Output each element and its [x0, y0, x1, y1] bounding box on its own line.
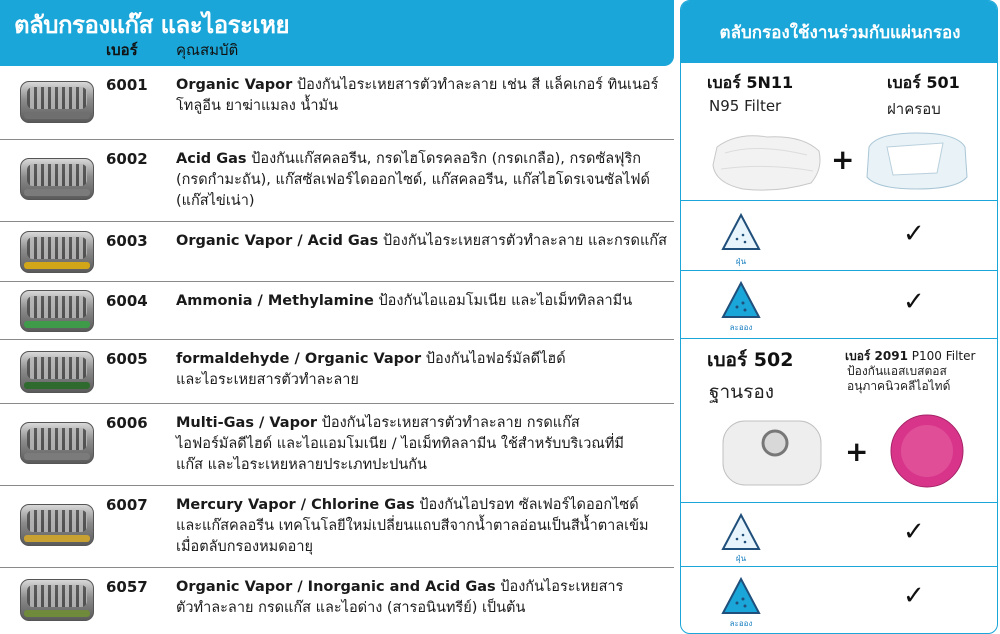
filter-base-502-image	[717, 411, 827, 495]
filter-compatibility-panel	[680, 0, 998, 634]
check-mark: ✓	[903, 219, 925, 249]
table-row	[0, 486, 674, 568]
cartridge-number: 6002	[106, 150, 148, 168]
table-row	[0, 140, 674, 222]
cartridge-description	[176, 577, 668, 619]
cartridge-name: Acid Gas	[176, 151, 247, 167]
cartridge-description	[176, 291, 668, 312]
cartridge-image	[20, 504, 94, 546]
table-row	[0, 568, 674, 632]
filter-5n11-sub: N95 Filter	[709, 97, 782, 115]
column-header-number: เบอร์	[106, 41, 138, 59]
desc-line: (กรดกำมะถัน), แก๊สซัลเฟอร์ไดออกไซด์, แก๊สคลอรีน, แก๊สไฮโดรเจนซัลไฟด์	[176, 172, 650, 188]
cartridge-description	[176, 413, 668, 476]
check-mark: ✓	[903, 581, 925, 611]
filter-5n11-label: เบอร์ 5N11	[707, 73, 794, 92]
n95-filter-pad-image	[707, 127, 827, 195]
filter-2091-label: เบอร์ 2091	[845, 349, 908, 363]
cartridge-name: Organic Vapor	[176, 77, 293, 93]
desc-line: ป้องกันไอระเหยสารตัวทำละลาย กรดแก๊ส	[317, 415, 580, 431]
p100-filter-2091-image	[887, 409, 967, 493]
desc-line: ตัวทำละลาย กรดแก๊ส และไอด่าง (สารอนินทรีย์) เป็นต้น	[176, 600, 526, 616]
desc-line: ป้องกันไอระเหยสารตัวทำละลาย และกรดแก๊ส	[378, 233, 667, 249]
dust-protection-row	[681, 503, 998, 567]
cartridge-description	[176, 149, 668, 212]
cartridge-image	[20, 158, 94, 200]
dust-hazard-icon	[721, 509, 761, 557]
cartridge-image	[20, 231, 94, 273]
filter-2091-suffix: P100 Filter	[907, 349, 976, 363]
desc-line: และไอระเหยสารตัวทำละลาย	[176, 372, 359, 388]
dust-protection-row	[681, 201, 998, 271]
filter-retainer-501-image	[857, 125, 977, 195]
cartridge-name: Organic Vapor / Inorganic and Acid Gas	[176, 579, 496, 595]
mist-label: ละออง	[729, 619, 753, 628]
cartridge-number: 6001	[106, 76, 148, 94]
cartridge-number: 6057	[106, 578, 148, 596]
cartridge-number: 6005	[106, 350, 148, 368]
check-mark: ✓	[903, 287, 925, 317]
filter-combo-502-2091	[681, 339, 998, 503]
cartridge-image	[20, 81, 94, 123]
dust-label: ฝุ่น	[735, 554, 747, 563]
column-header-property: คุณสมบัติ	[176, 41, 239, 59]
table-row	[0, 66, 674, 140]
cartridge-image	[20, 579, 94, 621]
cartridge-name: formaldehyde / Organic Vapor	[176, 351, 422, 367]
panel-header	[681, 1, 998, 63]
cartridge-description	[176, 75, 668, 117]
page-title: ตลับกรองแก๊ส และไอระเหย	[14, 11, 290, 39]
cartridge-name: Organic Vapor / Acid Gas	[176, 233, 379, 249]
desc-line: ป้องกันไอระเหยสารตัวทำละลาย เช่น สี แล็คเกอร์ ทินเนอร์	[292, 77, 659, 93]
dust-label: ฝุ่น	[735, 257, 747, 266]
cartridge-name: Ammonia / Methylamine	[176, 293, 374, 309]
mist-hazard-icon	[721, 573, 761, 621]
plus-sign: +	[845, 435, 869, 468]
desc-line: ป้องกันไอปรอท ซัลเฟอร์ไดออกไซด์	[414, 497, 639, 513]
desc-line: และแก๊สคลอรีน เทคโนโลยีใหม่เปลี่ยนแถบสีจากน้ำตาลอ่อนเป็นสีน้ำตาลเข้ม	[176, 518, 649, 534]
filter-502-sub: ฐานรอง	[709, 381, 775, 403]
desc-line: ไอฟอร์มัลดีไฮด์ และไอแอมโมเนีย / ไอเม็ททิลลามีน ใช้สำหรับบริเวณที่มี	[176, 436, 624, 452]
table-row	[0, 340, 674, 404]
cartridge-image	[20, 422, 94, 464]
mist-hazard-icon	[721, 277, 761, 325]
filter-2091-sub-2: อนุภาคนิวคลีไอไทด์	[847, 379, 951, 393]
filter-combo-5n11-501	[681, 63, 998, 201]
plus-sign: +	[831, 143, 855, 176]
cartridge-description	[176, 349, 668, 391]
desc-line: โทลูอีน ยาฆ่าแมลง น้ำมัน	[176, 98, 339, 114]
desc-line: เมื่อตลับกรองหมดอายุ	[176, 539, 313, 555]
cartridge-name: Multi-Gas / Vapor	[176, 415, 318, 431]
filter-502-label: เบอร์ 502	[707, 349, 794, 371]
desc-line: ป้องกันไอระเหยสาร	[495, 579, 624, 595]
filter-501-sub: ฝาครอบ	[887, 100, 941, 118]
panel-title: ตลับกรองใช้งานร่วมกับแผ่นกรอง	[719, 23, 961, 43]
mist-label: ละออง	[729, 323, 753, 332]
mist-protection-row	[681, 567, 998, 634]
cartridge-number: 6006	[106, 414, 148, 432]
check-mark: ✓	[903, 517, 925, 547]
desc-line: ป้องกันแก๊สคลอรีน, กรดไฮโดรคลอริก (กรดเกลือ), กรดซัลฟุริก	[246, 151, 642, 167]
filter-2091-sub-1: ป้องกันแอสเบสตอส	[847, 364, 947, 378]
table-header	[0, 0, 674, 66]
cartridge-number: 6003	[106, 232, 148, 250]
cartridge-number: 6007	[106, 496, 148, 514]
cartridge-description	[176, 495, 668, 558]
filter-501-label: เบอร์ 501	[887, 73, 960, 92]
desc-line: (แก๊สไข่เน่า)	[176, 193, 255, 209]
dust-hazard-icon	[721, 209, 761, 257]
table-row	[0, 404, 674, 486]
cartridge-image	[20, 290, 94, 332]
desc-line: แก๊ส และไอระเหยหลายประเภทปะปนกัน	[176, 457, 427, 473]
mist-protection-row	[681, 271, 998, 339]
cartridge-number: 6004	[106, 292, 148, 310]
desc-line: ป้องกันไอฟอร์มัลดีไฮด์	[421, 351, 566, 367]
cartridge-name: Mercury Vapor / Chlorine Gas	[176, 497, 415, 513]
desc-line: ป้องกันไอแอมโมเนีย และไอเม็ททิลลามีน	[373, 293, 633, 309]
cartridge-description	[176, 231, 668, 252]
table-row	[0, 222, 674, 282]
cartridge-image	[20, 351, 94, 393]
table-row	[0, 282, 674, 340]
